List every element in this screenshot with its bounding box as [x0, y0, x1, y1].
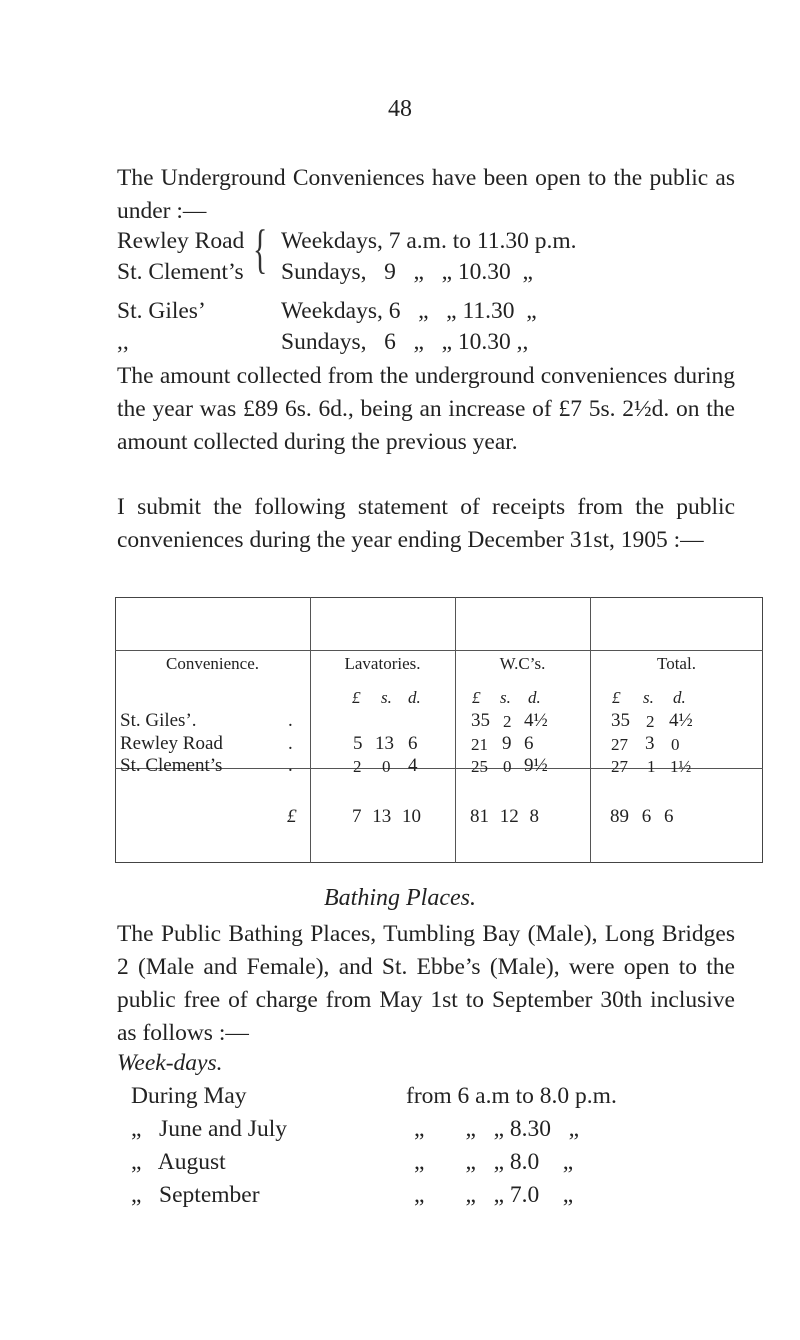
amount-paragraph: The amount collected from the underground conveniences during the year was £89 6s. 6d., being an increase of £7 5s. 2½d. on the amount collected during the previous year.	[117, 363, 735, 455]
table-divider	[310, 597, 311, 863]
bathing-title: Bathing Places.	[324, 885, 476, 911]
unit-pound: £	[612, 688, 621, 707]
schedule-hours: „ „ „ 7.0 „	[414, 1182, 574, 1208]
unit-pence: d.	[528, 688, 541, 707]
statement-paragraph: I submit the following statement of receipts from the public conveniences during the year ending December 31st, 1905 :—	[117, 494, 735, 553]
bathing-paragraph: The Public Bathing Places, Tumbling Bay (Male), Long Bridges 2 (Male and Female), and St. Ebbe’s (Male), were open to the public free of charge from May 1st to September 30th inclusive as follows :—	[117, 921, 735, 1046]
totals-label: £	[287, 806, 297, 827]
table-rule	[115, 650, 763, 651]
cell-lav-pounds: 5	[353, 733, 363, 754]
weekdays-label: Week-days.	[117, 1050, 223, 1076]
unit-pence: d.	[408, 688, 421, 707]
cell-wc-shillings: 2	[503, 712, 512, 731]
table-divider	[455, 597, 456, 863]
hours-times-rewley: Weekdays, 7 a.m. to 11.30 p.m.	[281, 228, 577, 254]
total-wcs: 81 12 8	[470, 806, 539, 827]
hours-place-clement: St. Clement’s	[117, 259, 244, 285]
unit-shillings: s.	[643, 688, 654, 707]
hours-times-clement: Sundays, 9 „ „ 10.30 „	[281, 259, 533, 285]
unit-pound: £	[472, 688, 481, 707]
cell-lav-pence: 4	[408, 755, 418, 776]
schedule-month: During May	[131, 1083, 247, 1109]
hours-place-rewley: Rewley Road	[117, 228, 245, 254]
cell-wc-pounds: 25	[471, 757, 488, 776]
hours-times-giles-sunday: Sundays, 6 „ „ 10.30 ,,	[281, 329, 529, 355]
cell-total-shillings: 1	[647, 757, 656, 776]
header-wcs: W.C’s.	[499, 654, 546, 673]
cell-total-shillings: 3	[645, 733, 655, 754]
cell-lav-shillings: 13	[375, 733, 394, 754]
cell-total-pounds: 35	[611, 710, 630, 731]
intro-paragraph: The Underground Conveniences have been open to the public as under :—	[117, 165, 735, 224]
unit-pence: d.	[673, 688, 686, 707]
total-overall: 89 6 6	[610, 806, 674, 827]
unit-pound: £	[352, 688, 361, 707]
cell-total-pence: 0	[671, 735, 680, 754]
schedule-month: „ June and July	[131, 1116, 287, 1142]
unit-shillings: s.	[500, 688, 511, 707]
cell-lav-pounds: 2	[353, 757, 362, 776]
row-name: St. Clement’s	[120, 755, 223, 776]
cell-wc-pence: 6	[524, 733, 534, 754]
schedule-month: „ September	[131, 1182, 260, 1208]
cell-total-pounds: 27	[611, 757, 628, 776]
cell-wc-pounds: 21	[471, 735, 488, 754]
total-lavatories: 7 13 10	[352, 806, 421, 827]
row-dot: .	[288, 710, 293, 731]
hours-times-giles: Weekdays, 6 „ „ 11.30 „	[281, 298, 537, 324]
cell-lav-pence: 6	[408, 733, 418, 754]
cell-total-shillings: 2	[646, 712, 655, 731]
cell-wc-shillings: 9	[502, 733, 512, 754]
schedule-hours: from 6 a.m to 8.0 p.m.	[406, 1083, 617, 1109]
page-number: 48	[388, 96, 412, 122]
cell-lav-shillings: 0	[382, 757, 391, 776]
row-dot: .	[288, 755, 293, 776]
unit-shillings: s.	[381, 688, 392, 707]
cell-total-pence: 4½	[669, 710, 693, 731]
hours-place-ditto: ,,	[117, 329, 129, 355]
cell-wc-pence: 9½	[524, 755, 548, 776]
row-name: St. Giles’.	[120, 710, 197, 731]
header-convenience: Convenience.	[166, 654, 259, 673]
cell-total-pounds: 27	[611, 735, 628, 754]
header-total: Total.	[657, 654, 696, 673]
schedule-month: „ August	[131, 1149, 226, 1175]
cell-wc-pence: 4½	[524, 710, 548, 731]
header-lavatories: Lavatories.	[344, 654, 421, 673]
table-divider	[590, 597, 591, 863]
hours-place-giles: St. Giles’	[117, 298, 206, 324]
cell-total-pence: 1½	[670, 757, 692, 776]
schedule-hours: „ „ „ 8.0 „	[414, 1149, 574, 1175]
row-name: Rewley Road	[120, 733, 223, 754]
row-dot: .	[288, 733, 293, 754]
schedule-hours: „ „ „ 8.30 „	[414, 1116, 580, 1142]
cell-wc-pounds: 35	[471, 710, 490, 731]
brace-icon: {	[253, 219, 268, 279]
cell-wc-shillings: 0	[503, 757, 512, 776]
